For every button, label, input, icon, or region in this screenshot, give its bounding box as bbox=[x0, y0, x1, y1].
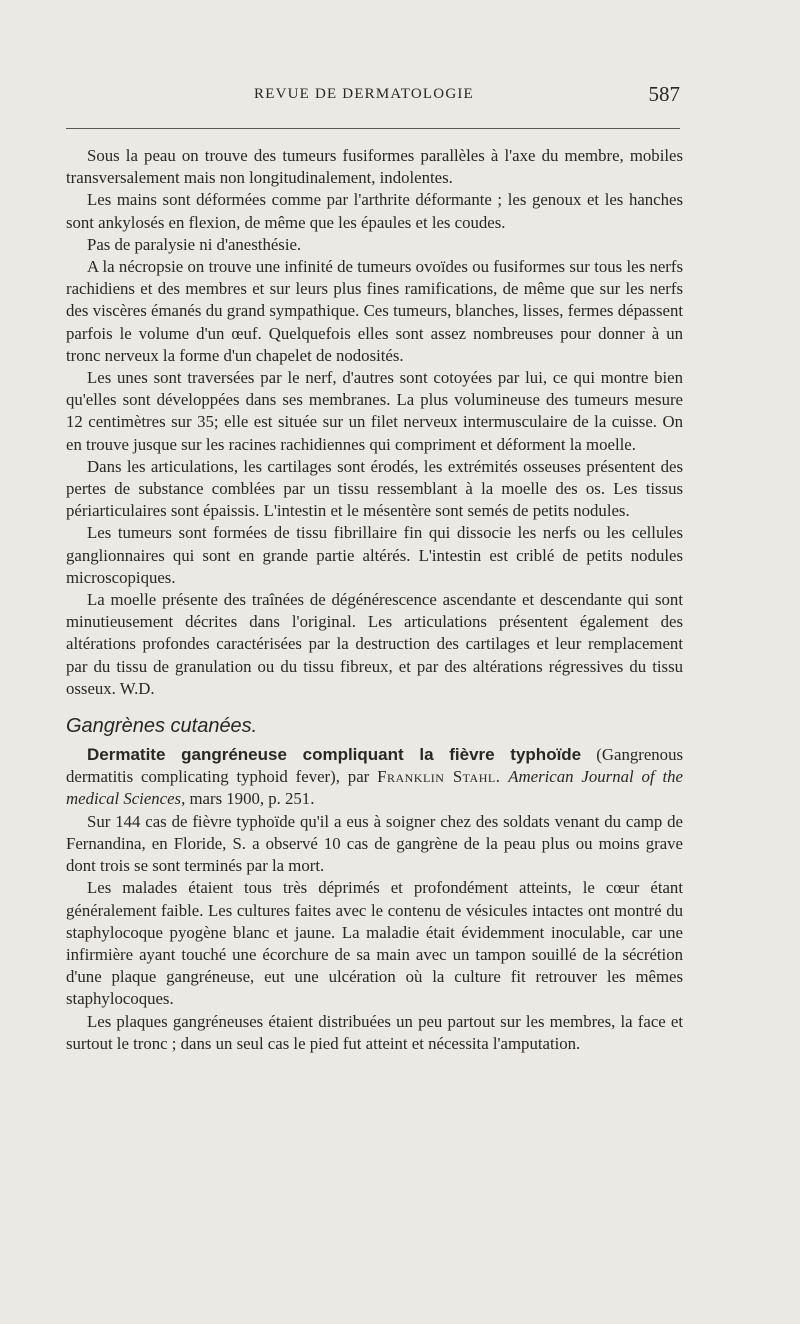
paragraph: Les plaques gangréneuses étaient distribuées un peu partout sur les membres, la face et surtout le tronc ; dans un seul cas le pied fut atteint et nécessita l'amputation. bbox=[66, 1011, 683, 1053]
journal-name: American Journal of the medical Sciences, bbox=[66, 767, 683, 809]
author-name: Franklin Stahl. bbox=[377, 767, 501, 787]
section-heading: Gangrènes cutanées. bbox=[66, 715, 258, 738]
paragraph: Les mains sont déformées comme par l'arthrite déformante ; les genoux et les hanches sont ankylosés en flexion, de même que les épaules et les coudes. bbox=[66, 190, 683, 232]
running-title: REVUE DE DERMATOLOGIE bbox=[254, 86, 474, 102]
citation-english: (Gangrenous dermatitis complicating typhoid fever), par bbox=[66, 745, 683, 787]
paragraph: Sous la peau on trouve des tumeurs fusiformes parallèles à l'axe du membre, mobiles transversalement mais non longitudinalement, indolentes. bbox=[66, 146, 683, 188]
article-title: Dermatite gangréneuse compliquant la fièvre typhoïde bbox=[87, 745, 582, 765]
paragraph: Les tumeurs sont formées de tissu fibrillaire fin qui dissocie les nerfs ou les cellules ganglionnaires qui sont en grande partie altérés. L'intestin est criblé de petits nodules microscopiques. bbox=[66, 523, 683, 587]
article-citation bbox=[66, 744, 683, 811]
citation-end: mars 1900, p. 251. bbox=[185, 789, 315, 809]
paragraph: Les malades étaient tous très déprimés et profondément atteints, le cœur étant généralement faible. Les cultures faites avec le contenu de vésicules intactes ont montré du staphylocoque pyogène blanc et jaune. La maladie était évidemment inoculable, car une infirmière ayant touché une écorchure de sa main avec un tampon souillé de la sécrétion d'une plaque gangréneuse, eut une ulcération où la culture fit retrouver les mêmes staphylocoques. bbox=[66, 878, 683, 1009]
paragraph: La moelle présente des traînées de dégénérescence ascendante et descendante qui sont minutieusement décrites dans l'original. Les articulations présentent également des altérations profondes caractérisées par la destruction des cartilages et leur remplacement par du tissu de granulation ou du tissu fibreux, et par des altérations régressives du tissu osseux. W.D. bbox=[66, 590, 683, 698]
page-number: 587 bbox=[648, 82, 680, 106]
paragraph: Sur 144 cas de fièvre typhoïde qu'il a eus à soigner chez des soldats venant du camp de Fernandina, en Floride, S. a observé 10 cas de gangrène de la peau plus ou moins grave dont trois se sont terminés par la mort. bbox=[66, 811, 683, 876]
paragraph: Les unes sont traversées par le nerf, d'autres sont cotoyées par lui, ce qui montre bien qu'elles sont développées dans ses membranes. La plus volumineuse des tumeurs mesure 12 centimètres sur 35; elle est située sur un filet nerveux intermusculaire de la cuisse. On en trouve jusque sur les racines rachidiennes qui compriment et déforment la moelle. bbox=[66, 368, 683, 454]
header-rule bbox=[66, 128, 680, 129]
paragraph: Pas de paralysie ni d'anesthésie. bbox=[87, 234, 302, 254]
paragraph: Dans les articulations, les cartilages sont érodés, les extrémités osseuses présentent des pertes de substance comblées par un tissu ressemblant à la moelle des os. Les tissus périarticulaires sont épaissis. L'intestin et le mésentère sont semés de petits nodules. bbox=[66, 456, 683, 521]
page-header bbox=[66, 82, 680, 110]
paragraph: A la nécropsie on trouve une infinité de tumeurs ovoïdes ou fusiformes sur tous les nerfs rachidiens et des membres et sur leurs plus fines ramifications, de même que sur les nerfs des viscères émanés du grand sympathique. Ces tumeurs, blanches, lisses, fermes dépassent parfois le volume d'un œuf. Quelquefois elles sont assez nombreuses pour donner à un tronc nerveux la forme d'un chapelet de nodosités. bbox=[66, 257, 683, 365]
body-text bbox=[66, 145, 683, 1055]
